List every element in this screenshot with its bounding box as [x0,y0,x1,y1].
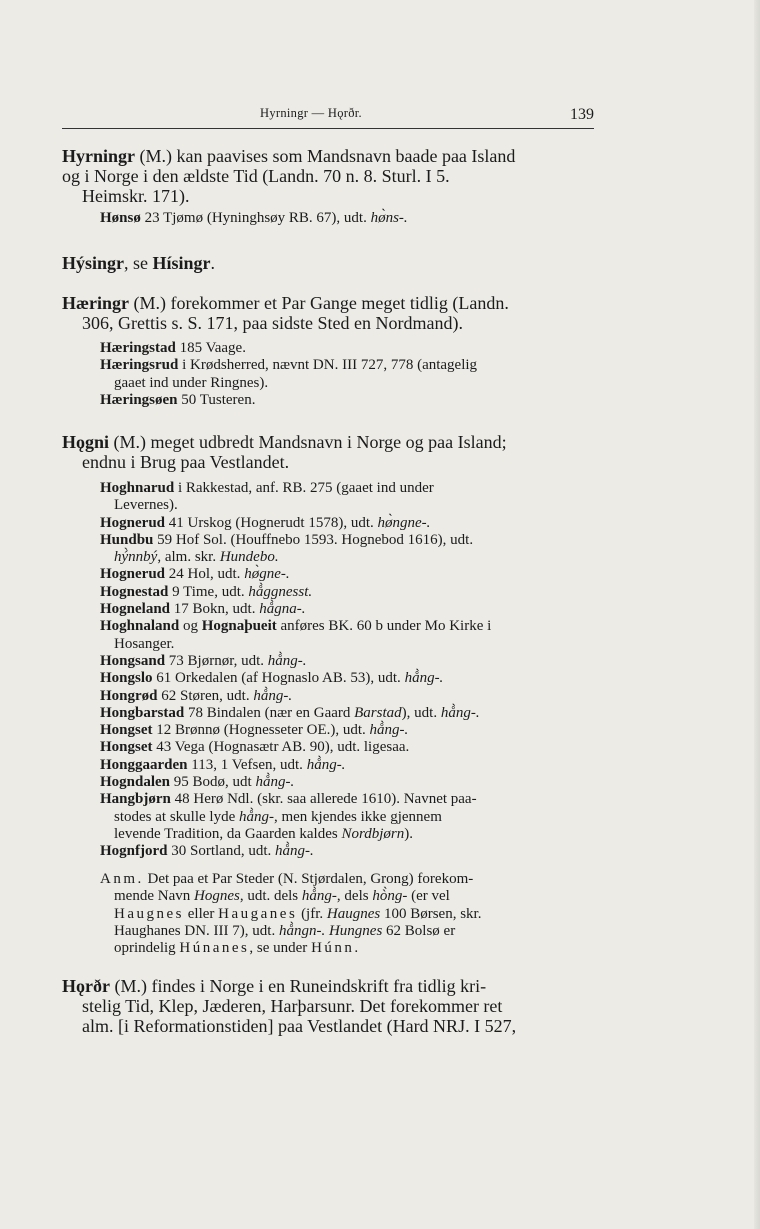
pronunciation: hå̀ng-. [275,843,314,860]
subentry-headword: Hognfjord [100,843,168,860]
spaced-name: Húnn [311,940,355,957]
subentry-text: 95 Bodø, udt [173,774,252,791]
page-number: 139 [570,106,594,123]
subentry-text: 73 Bjørnør, udt. [168,652,265,669]
subentry-headword: Hongbarstad [100,704,185,721]
subentry-headword: Hongrød [100,687,158,704]
subentry-headword: Hognerud [100,514,166,531]
subentry-text: i Krødsherred, nævnt DN. III 727, 778 (antagelig [182,357,478,374]
subentry-text: 23 Tjømø (Hyninghsøy RB. 67), udt. [144,210,367,226]
headword: Hæringr [62,293,129,313]
subentry-headword: Hangbjørn [100,791,171,808]
subentry-text: Levernes). [114,497,178,514]
note-text: (jfr. [301,905,324,922]
note-text: mende Navn [114,888,191,905]
entry-text: (M.) meget udbredt Mandsnavn i Norge og paa Island; [113,432,507,452]
subentry-text: anføres BK. 60 b under Mo Kirke i [280,618,492,635]
spaced-name: Haugnes [114,905,184,922]
entry-text: og i Norge i den ældste Tid (Landn. 70 n. 8. Sturl. I 5. [62,166,450,186]
subentry-text: , men kjendes ikke gjennem [273,808,442,825]
spaced-name: Húnanes [179,940,250,957]
entry-text: , se [124,253,149,273]
subentry-headword: Hongslo [100,670,153,687]
header-rule [62,128,594,129]
subentry-text: 48 Herø Ndl. (skr. saa allerede 1610). Navnet paa- [174,791,477,808]
subentry-text: 30 Sortland, udt. [171,843,272,860]
spaced-name: Hauganes [218,905,298,922]
subentry-text: 50 Tusteren. [181,391,256,408]
subentry-headword: Hognaþueit [201,618,277,635]
entry-hyrningr [62,146,592,206]
pronunciation: hå̀ng-. [253,687,293,704]
subentry-text: , alm. skr. [157,549,217,566]
entry-hogni [62,432,592,472]
entry-text: endnu i Brug paa Vestlandet. [82,452,290,472]
subentry-headword: Hoghnarud [100,480,175,496]
subentry-text: stodes at skulle lyde [114,808,236,825]
running-head [60,106,594,126]
punctuation: . [210,253,216,273]
entry-text: stelig Tid, Klep, Jæderen, Harþarsunr. Det forekommer ret [82,996,503,1016]
note-text: Det paa et Par Steder (N. Stjørdalen, Grong) forekom- [147,871,474,887]
pronunciation: hå̀gna-. [259,601,306,618]
subentry-headword: Hongset [100,722,153,739]
subentry-honso [80,210,592,227]
pronunciation: hå̀ng-. [306,756,346,773]
pronunciation: hå̀ng-. [404,670,444,687]
cross-reference: Hísingr [152,253,211,273]
subentry-text: 78 Bindalen (nær en Gaard [187,704,351,721]
subentry-headword: Hognestad [100,583,169,600]
subentries-haeringr [80,340,592,409]
pronunciation: hå̀ng-. [369,722,409,739]
pronunciation: hå̀ng-. [440,704,480,721]
subentry-text: 9 Time, udt. [172,583,245,600]
entry-text: (M.) findes i Norge i en Runeindskrift fra tidlig kri- [114,976,487,996]
subentry-headword: Hongset [100,739,153,756]
subentry-text: 17 Bokn, udt. [173,601,256,618]
subentry-text: 12 Brønnø (Hognesseter OE.), udt. [156,722,366,739]
pronunciation: hø̀ns-. [370,210,408,226]
pronunciation: hå̀ng- [301,888,337,905]
subentry-headword: Hønsø [100,210,141,226]
running-head-title: Hyrningr — Hǫrðr. [260,106,362,120]
subentry-text: 24 Hol, udt. [168,566,241,583]
page-edge [754,0,760,1229]
entry-text: Heimskr. 171). [82,186,190,206]
subentry-headword: Honggaarden [100,756,188,773]
subentry-text: 62 Støren, udt. [161,687,250,704]
headword: Hǫgni [62,432,110,452]
note-text: , se under [249,940,308,957]
subentry-text: og [182,618,198,635]
pronunciation: hå̀ng-. [267,652,307,669]
subentry-text: ). [404,825,413,842]
headword: Hýsingr [62,253,125,273]
entry-hordr [62,976,592,1036]
entry-text: (M.) kan paavises som Mandsnavn baade paa Island [139,146,516,166]
note-text: . [354,940,359,957]
subentry-text: 185 Vaage. [179,340,246,356]
subentry-headword: Hoghnaland [100,618,180,635]
subentry-headword: Hognerud [100,566,166,583]
place-name: Hognes [193,888,240,905]
subentry-headword: Hæringsøen [100,391,178,408]
note-text: Haughanes DN. III 7), udt. [114,922,276,939]
pronunciation: hå̀ng-. [255,774,295,791]
pronunciation: hø̀ngne-. [377,514,431,531]
subentry-text: 61 Orkedalen (af Hognaslo AB. 53), udt. [156,670,401,687]
entry-text: alm. [i Reformationstiden] paa Vestlandet (Hard NRJ. I 527, [82,1016,517,1036]
note-text: eller [187,905,215,922]
pronunciation: hø̀gne-. [244,566,290,583]
pronunciation: hò̀ng- [372,888,408,905]
subentry-text: gaaet ind under Ringnes). [114,374,269,391]
note-text: , dels [336,888,369,905]
subentry-text: i Rakkestad, anf. RB. 275 (gaaet ind under [177,480,434,496]
subentry-headword: Hæringsrud [100,357,179,374]
pronunciation: hå̀ng- [238,808,274,825]
subentry-text: 59 Hof Sol. (Houffnebo 1593. Hognebod 1616), udt. [157,531,474,548]
headword: Hyrningr [62,146,136,166]
subentry-text: 43 Vega (Hognasætr AB. 90), udt. ligesaa. [156,739,410,756]
spelling: Hundebo. [219,549,279,566]
subentry-headword: Hundbu [100,531,154,548]
subentry-text: 41 Urskog (Hognerudt 1578), udt. [168,514,374,531]
subentry-text: 113, 1 Vefsen, udt. [191,756,303,773]
farm-name: Nordbjørn [341,825,405,842]
place-name: Haugnes [326,905,381,922]
farm-name: Barstad [354,704,402,721]
note-text: (er vel [411,888,450,905]
pronunciation: hý̀nnbý [114,549,158,566]
entry-text: (M.) forekommer et Par Gange meget tidlig (Landn. [133,293,509,313]
note-label: Anm. [100,871,144,887]
subentry-headword: Hogneland [100,601,171,618]
subentry-headword: Hongsand [100,652,166,669]
pronunciation: hå̀ngn-. [278,922,326,939]
place-name: Hungnes [328,922,383,939]
entry-text: 306, Grettis s. S. 171, paa sidste Sted en Nordmand). [82,313,463,333]
subentry-text: levende Tradition, da Gaarden kaldes [114,825,338,842]
note-text: 100 Børsen, skr. [383,905,482,922]
subentry-headword: Hogndalen [100,774,171,791]
note-text: 62 Bolsø er [386,922,456,939]
subentries-hogni [80,480,592,861]
subentry-text: ), udt. [401,704,438,721]
entry-hysingr [62,253,592,273]
note-text: oprindelig [114,940,176,957]
pronunciation: hå̀ggnesst. [248,583,313,600]
subentry-headword: Hæringstad [100,340,176,356]
headword: Hǫrðr [62,976,110,996]
entry-haeringr [62,293,592,333]
subentry-text: Hosanger. [114,635,175,652]
note-text: , udt. dels [239,888,299,905]
note-anm [80,871,592,957]
